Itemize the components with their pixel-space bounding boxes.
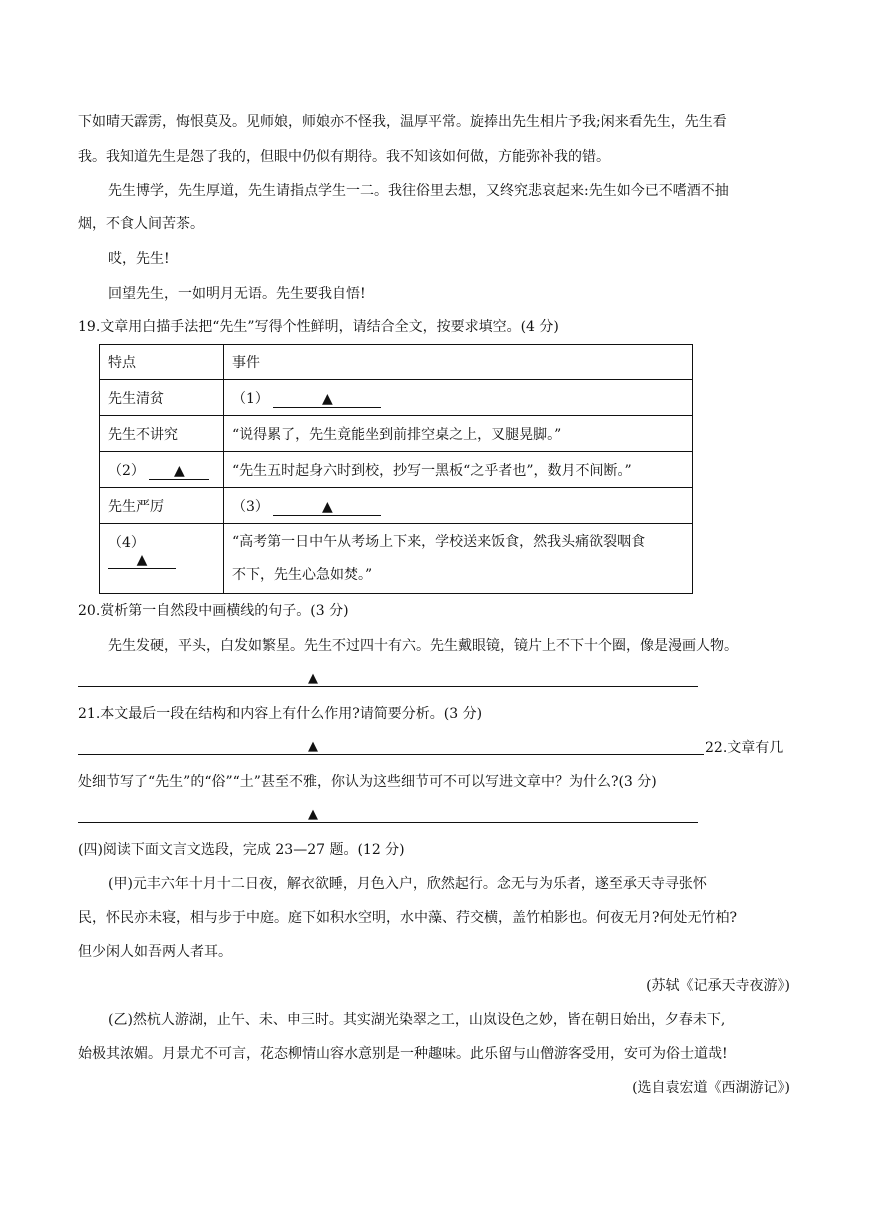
trait-cell: 先生严厉 [100,488,224,524]
text-jia-line-1: (甲)元丰六年十月十二日夜，解衣欲睡，月色入户，欣然起行。念无与为乐者，遂至承天寺寻张怀 [108,876,707,892]
triangle-icon: ▲ [308,671,318,686]
text-jia-source: (苏轼《记承天寺夜游》) [646,978,790,994]
triangle-icon: ▲ [136,552,148,568]
blank-number: （2） [108,462,145,479]
trait-cell: 先生清贫 [100,380,224,416]
text-yi-line-1: (乙)然杭人游湖，止午、未、申三时。其实湖光染翠之工，山岚设色之妙，皆在朝日始出，夕春未下, [108,1012,726,1028]
event-line: “高考第一日中午从考场上下来，学校送来饭食，然我头痛欲裂咽食 [232,533,646,550]
answer-blank-2[interactable] [149,463,209,480]
text-jia-line-3: 但少闲人如吾两人者耳。 [78,944,232,960]
table-row [100,416,693,452]
question-19-table [99,344,693,594]
table-header-row [100,345,693,380]
answer-blank-4[interactable] [108,552,176,569]
trait-cell [100,452,224,488]
table-row [100,380,693,416]
question-22-prompt: 处细节写了“先生”的“俗”“土”甚至不雅，你认为这些细节可不可以写进文章中？为什么?(3 分) [78,774,657,790]
question-20-quote: 先生发硬，平头，白发如繁星。先生不过四十有六。先生戴眼镜，镜片上不下十个圈，像是漫画人物。 [108,638,738,654]
section-4-heading: (四)阅读下面文言文选段，完成 23—27 题。(12 分) [78,842,405,858]
blank-number: （1） [232,390,269,407]
text-jia-line-2: 民，怀民亦未寝，相与步于中庭。庭下如积水空明，水中藻、荇交横，盖竹柏影也。何夜无月?何处无竹柏? [78,910,738,926]
blank-number: （3） [232,498,269,515]
answer-blank-3[interactable] [273,499,381,516]
text-yi-line-2: 始极其浓媚。月景尤不可言，花态柳情山容水意别是一种趣味。此乐留与山僧游客受用，安可为俗士道哉! [78,1046,728,1062]
question-20-prompt: 20.赏析第一自然段中画横线的句子。(3 分) [78,603,349,619]
passage-paragraph-3: 哎，先生! [108,251,170,267]
event-cell [224,524,693,594]
text-yi-source: (选自袁宏道《西湖游记》) [632,1080,790,1096]
answer-line-22[interactable] [78,822,698,823]
blank-number: （4） [108,535,145,551]
passage-paragraph-1-line-2: 我。我知道先生是怨了我的，但眼中仍似有期待。我不知该如何做，方能弥补我的错。 [78,149,610,165]
table-row [100,452,693,488]
passage-paragraph-2-line-2: 烟，不食人间苦茶。 [78,216,204,232]
table-row [100,488,693,524]
question-21-prompt: 21.本文最后一段在结构和内容上有什么作用?请简要分析。(3 分) [78,706,483,722]
answer-blank-1[interactable] [273,391,381,408]
question-19-prompt: 19.文章用白描手法把“先生”写得个性鲜明，请结合全文，按要求填空。(4 分) [78,319,559,335]
triangle-icon: ▲ [321,390,333,407]
event-cell: “说得累了，先生竟能坐到前排空桌之上，叉腿晃脚。” [224,416,693,452]
trait-cell [100,524,224,594]
event-line: 不下，先生心急如焚。” [232,566,373,583]
question-22-prompt-start: 22.文章有几 [705,740,784,756]
triangle-icon: ▲ [321,498,333,515]
triangle-icon: ▲ [308,807,318,822]
passage-paragraph-4: 回望先生，一如明月无语。先生要我自悟! [108,286,366,302]
event-cell [224,380,693,416]
trait-cell: 先生不讲究 [100,416,224,452]
passage-paragraph-1-line-1: 下如晴天霹雳，悔恨莫及。见师娘，师娘亦不怪我，温厚平常。旋捧出先生相片予我;闲来看先生，先生看 [78,114,727,130]
answer-line-21[interactable] [78,754,704,755]
table-row [100,524,693,594]
passage-paragraph-2-line-1: 先生博学，先生厚道，先生请指点学生一二。我往俗里去想，又终究悲哀起来:先生如今已不嗜酒不抽 [108,183,729,199]
triangle-icon: ▲ [173,462,185,479]
event-cell: “先生五时起身六时到校，抄写一黑板“之乎者也”，数月不间断。” [224,452,693,488]
table-header-event: 事件 [224,345,693,380]
triangle-icon: ▲ [308,739,318,754]
event-cell [224,488,693,524]
table-header-trait: 特点 [100,345,224,380]
answer-line-20[interactable] [78,686,698,687]
